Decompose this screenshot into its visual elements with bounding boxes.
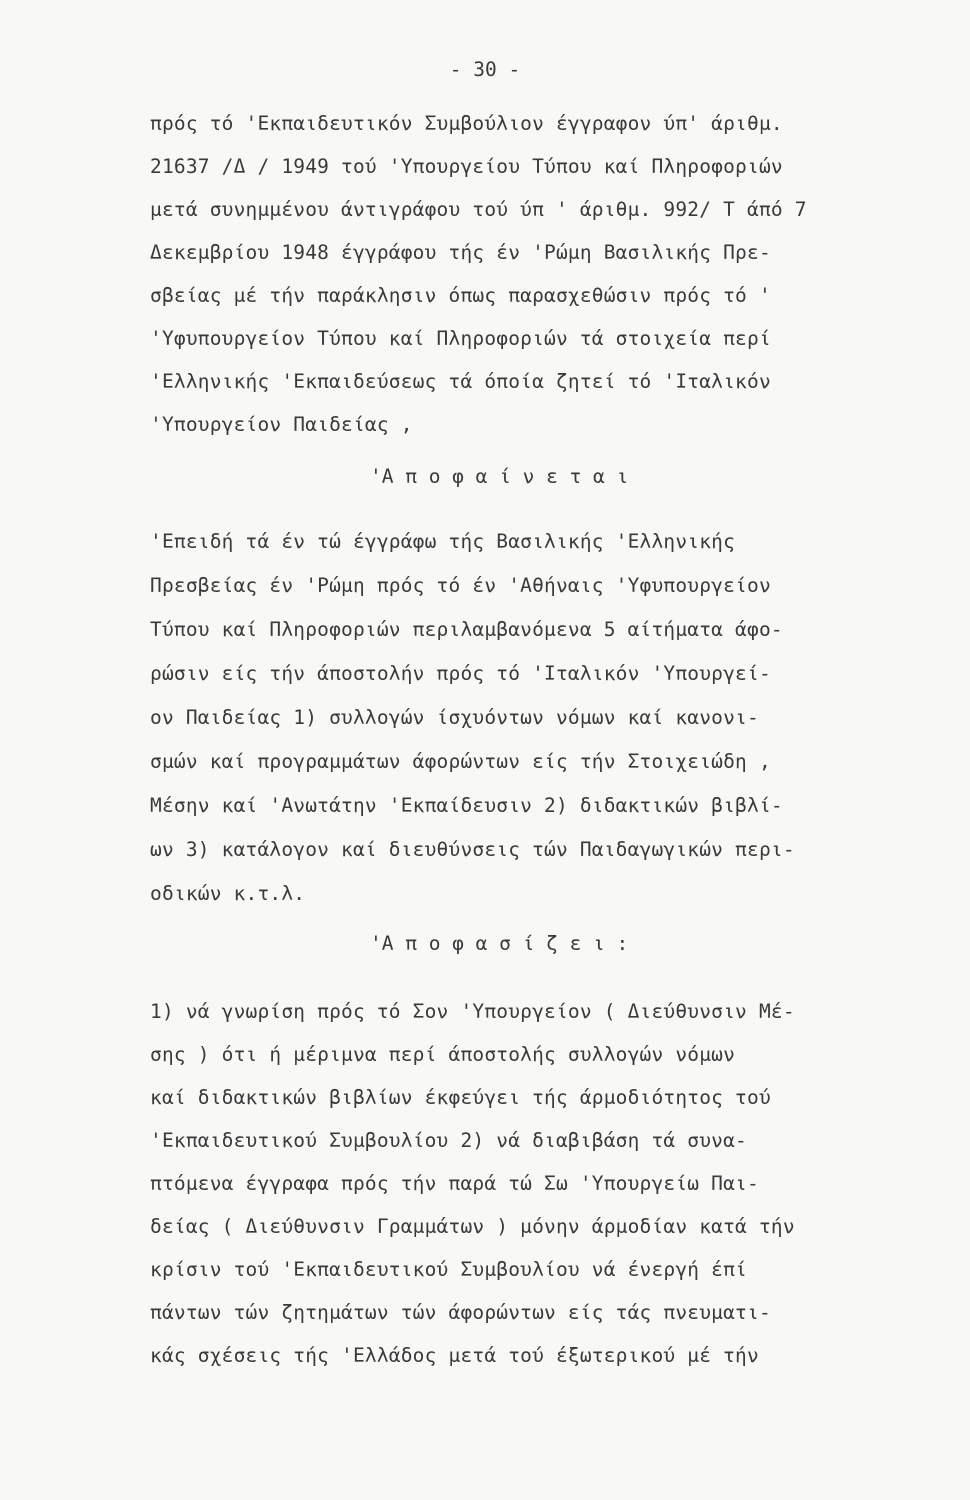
text-line: πάντων τών ζητημάτων τών άφορώντων είς τάς πνευματι- xyxy=(150,1301,771,1324)
text-line: πτόμενα έγγραφα πρός τήν παρά τώ Σω 'Υπουργείω Παι- xyxy=(150,1172,759,1195)
text-line: κάς σχέσεις τής 'Ελλάδος μετά τού έξωτερικού μέ τήν xyxy=(150,1344,759,1367)
text-line: 'Επειδή τά έν τώ έγγράφω τής Βασιλικής 'Ελληνικής xyxy=(150,530,736,553)
text-line: σμών καί προγραμμάτων άφορώντων είς τήν Στοιχειώδη , xyxy=(150,750,771,773)
section-heading: 'Α π ο φ α σ ί ζ ε ι : xyxy=(370,932,629,955)
text-line: σης ) ότι ή μέριμνα περί άποστολής συλλογών νόμων xyxy=(150,1043,736,1066)
text-line: Δεκεμβρίου 1948 έγγράφου τής έν 'Ρώμη Βασιλικής Πρε- xyxy=(150,241,771,264)
text-line: οδικών κ.τ.λ. xyxy=(150,882,306,905)
text-line: Τύπου καί Πληροφοριών περιλαμβανόμενα 5 αίτήματα άφο- xyxy=(150,618,783,641)
text-line: σβείας μέ τήν παράκλησιν όπως παρασχεθώσιν πρός τό ' xyxy=(150,284,771,307)
text-line: καί διδακτικών βιβλίων έκφεύγει τής άρμοδιότητος τού xyxy=(150,1086,771,1109)
text-line: δείας ( Διεύθυνσιν Γραμμάτων ) μόνην άρμοδίαν κατά τήν xyxy=(150,1215,795,1238)
text-line: Πρεσβείας έν 'Ρώμη πρός τό έν 'Αθήναις 'Υφυπουργείον xyxy=(150,574,771,597)
text-line: 'Υφυπουργείον Τύπου καί Πληροφοριών τά στοιχεία περί xyxy=(150,327,771,350)
text-line: κρίσιν τού 'Εκπαιδευτικού Συμβουλίου νά ένεργή έπί xyxy=(150,1258,747,1281)
text-line: 'Εκπαιδευτικού Συμβουλίου 2) νά διαβιβάση τά συνα- xyxy=(150,1129,747,1152)
text-line: 'Υπουργείον Παιδείας , xyxy=(150,413,413,436)
text-line: 21637 /Δ / 1949 τού 'Υπουργείου Τύπου καί Πληροφοριών xyxy=(150,155,783,178)
page-number: - 30 - xyxy=(449,58,521,81)
text-line: πρός τό 'Εκπαιδευτικόν Συμβούλιον έγγραφον ύπ' άριθμ. xyxy=(150,112,783,135)
text-line: ρώσιν είς τήν άποστολήν πρός τό 'Ιταλικόν 'Υπουργεί- xyxy=(150,662,771,685)
text-line: μετά συνημμένου άντιγράφου τού ύπ ' άριθμ. 992/ Τ άπό 7 xyxy=(150,198,807,221)
section-heading: 'Α π ο φ α ί ν ε τ α ι xyxy=(370,465,629,488)
text-line: 1) νά γνωρίση πρός τό Σον 'Υπουργείον ( Διεύθυνσιν Μέ- xyxy=(150,1000,795,1023)
text-line: 'Ελληνικής 'Εκπαιδεύσεως τά όποία ζητεί τό 'Ιταλικόν xyxy=(150,370,771,393)
text-line: ον Παιδείας 1) συλλογών ίσχυόντων νόμων καί κανονι- xyxy=(150,706,759,729)
text-line: ων 3) κατάλογον καί διευθύνσεις τών Παιδαγωγικών περι- xyxy=(150,838,795,861)
text-line: Μέσην καί 'Ανωτάτην 'Εκπαίδευσιν 2) διδακτικών βιβλί- xyxy=(150,794,783,817)
